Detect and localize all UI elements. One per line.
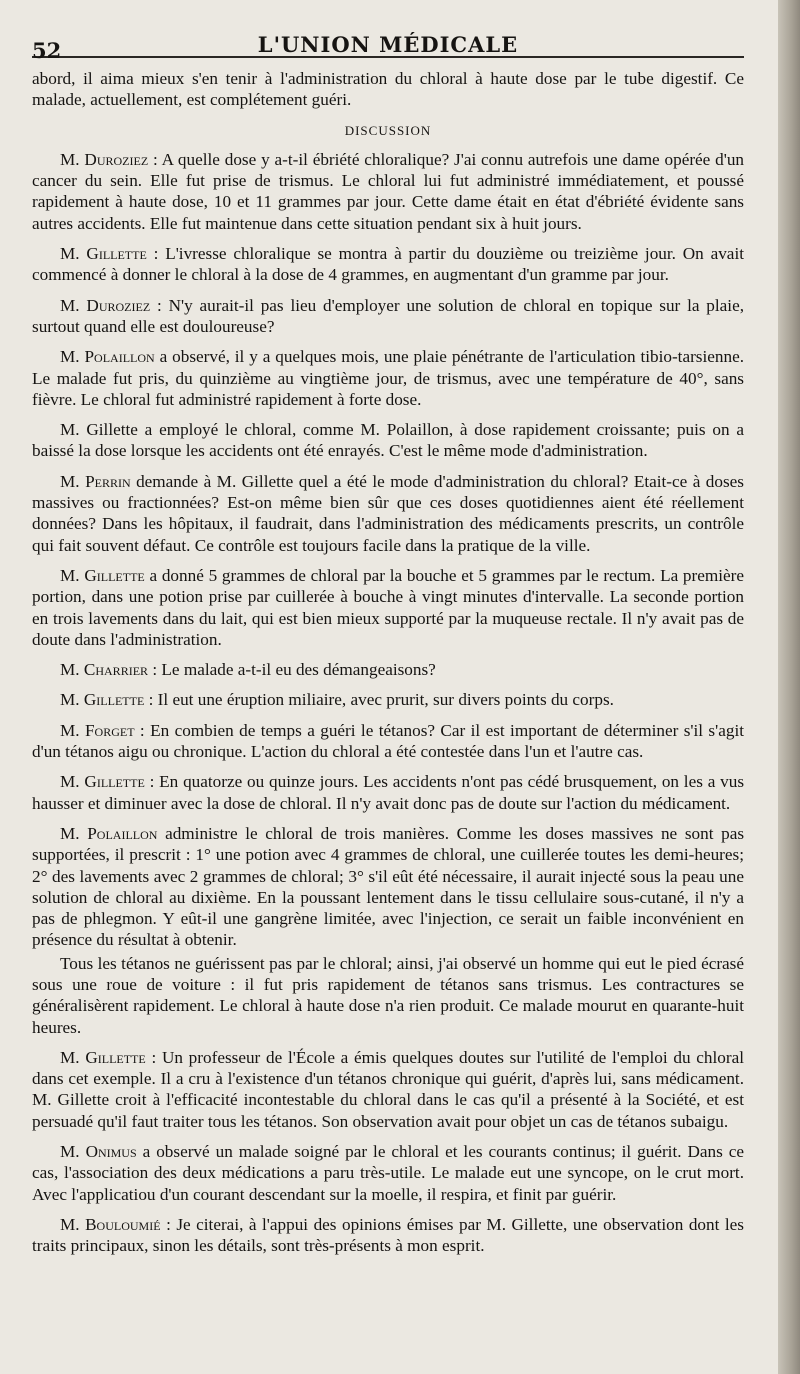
paragraph: M. Duroziez : N'y aurait-il pas lieu d'employer une solution de chloral en topique sur la plaie, surtout quand elle est douloureuse? <box>32 295 745 336</box>
page-header <box>32 22 744 63</box>
speaker-name: Duroziez <box>84 149 149 169</box>
paragraph: M. Bouloumié : Je citerai, à l'appui des opinions émises par M. Gillette, une observation dont les traits principaux, sinon les détails, sont très-présents à mon esprit. <box>32 1214 744 1256</box>
page-number: 52 <box>32 38 62 63</box>
paragraph: M. Gillette : En quatorze ou quinze jours. Les accidents n'ont pas cédé brusquement, on les a vus hausser et diminuer avec la dose de chloral. Il n'y avait donc pas de doute sur l'action du médicament. <box>32 772 745 813</box>
speaker-name: Bouloumié <box>85 1214 161 1234</box>
speaker-name: Charrier <box>83 660 149 680</box>
speaker-name: Gillette <box>84 772 145 792</box>
section-heading: DISCUSSION <box>344 122 432 138</box>
paragraph: M. Gillette : L'ivresse chloralique se montra à partir du douzième ou treizième jour. On avait commencé à donner le chloral à la dose de 4 grammes, en augmentant d'un gramme par jour. <box>32 244 744 285</box>
paragraph: Tous les tétanos ne guérissent pas par le chloral; ainsi, j'ai observé un homme qui eut le pied écrasé sous une roue de voiture : il fut pris rapidement de tétanos sans trismus. Les contractures se généralisèrent rapidement. Le chloral à haute dose n'a rien produit. Ce malade mourut en quarante-huit heures. <box>32 953 744 1037</box>
paragraph: M. Gillette a employé le chloral, comme M. Polaillon, à dose rapidement croissante; puis on a baissé la dose lorsque les accidents ont été enrayés. C'est le même mode d'administration. <box>32 420 744 461</box>
speaker-name: Gillette <box>86 244 147 264</box>
speaker-name: Onimus <box>85 1142 137 1162</box>
paragraph: M. Polaillon a observé, il y a quelques mois, une plaie pénétrante de l'articulation tibio-tarsienne. Le malade fut pris, du quinzième au vingtième jour, de trismus, avec une température de 40°, sans fièvre. Le chloral fut administré rapidement à forte dose. <box>32 347 745 409</box>
paragraph: M. Forget : En combien de temps a guéri le tétanos? Car il est important de déterminer s'il s'agit d'un tétanos aigu ou chronique. L'action du chloral a été contestée dans l'un et l'autre cas. <box>32 720 744 762</box>
paragraph: M. Duroziez : A quelle dose y a-t-il ébriété chloralique? J'ai connu autrefois une dame opérée d'un cancer du sein. Elle fut prise de trismus. Le chloral lui fut administré immédiatement, et poussé rapidement à haute dose, 10 et 11 grammes par jour. Cette dame était en état d'ébriété évidente sans autres accidents. Elle fut maintenue dans cette situation pendant six à huit jours. <box>32 149 745 233</box>
intro-paragraph: abord, il aima mieux s'en tenir à l'administration du chloral à haute dose par le tube digestif. Ce malade, actuellement, est complétement guéri. <box>32 69 744 110</box>
speaker-name: Gillette <box>85 1047 146 1067</box>
speaker-name: Duroziez <box>86 295 151 315</box>
speaker-name: Polaillon <box>87 823 158 843</box>
running-title: L'UNION MÉDICALE <box>257 32 519 57</box>
paragraph: M. Onimus a observé un malade soigné par le chloral et les courants continus; il guérit. Dans ce cas, l'association des deux médications a paru très-utile. Le malade eut une syncope, on le crut mort. Avec l'applicatiou d'un courant descendant sur la moelle, il respira, et finit par guérir. <box>32 1142 745 1204</box>
speaker-name: Polaillon <box>84 347 155 367</box>
paragraph: M. Gillette : Il eut une éruption miliaire, avec prurit, sur divers points du corps. <box>60 690 614 710</box>
article-body <box>32 68 744 1257</box>
book-gutter <box>778 0 800 1374</box>
speaker-name: Forget <box>84 720 135 740</box>
paragraph: M. Perrin demande à M. Gillette quel a été le mode d'administration du chloral? Etait-ce à doses massives ou fractionnées? Est-on même bien sûr que ces doses quotidiennes aient été réellement données? Dans les hôpitaux, il faudrait, dans l'administration des médicaments prescrits, un contrôle qui fait souvent défaut. Ce contrôle est toujours facile dans la pratique de la ville. <box>32 471 745 555</box>
speaker-name: Gillette <box>83 690 145 710</box>
paragraph: M. Gillette : Un professeur de l'École a émis quelques doutes sur l'utilité de l'emploi du chloral dans cet exemple. Il a cru à l'existence d'un tétanos chronique qui guérit, d'après lui, sans médicament. M. Gillette croit à l'efficacité incontestable du chloral dans le cas qu'il a présenté à la Société, et est persuadé qu'il faut traiter tous les tétanos. Son observation avait pour objet un cas de tétanos subaigu. <box>32 1047 744 1131</box>
speaker-name: Perrin <box>85 471 131 491</box>
paragraph: M. Charrier : Le malade a-t-il eu des démangeaisons? <box>60 660 436 680</box>
paragraph: M. Polaillon administre le chloral de trois manières. Comme les doses massives ne sont pas supportées, il prescrit : 1° une potion avec 4 grammes de chloral, une cuillerée toutes les demi-heures; 2° des lavements avec 2 grammes de chloral; 3° s'il eût été nécessaire, il aurait injecté sous la peau une solution de chloral au dixième. En la poussant lentement dans le tissu cellulaire sous-cutané, il n'y a pas de phlegmon. Y eût-il une gangrène limitée, avec l'injection, ce serait un faible inconvénient en présence du résultat à obtenir. <box>32 823 745 950</box>
paragraph: M. Gillette a donné 5 grammes de chloral par la bouche et 5 grammes par le rectum. La première portion, dans une potion prise par cuillerée à bouche à vingt minutes d'intervalle. La seconde portion en trois lavements dans du lait, qui est bien mieux supporté par la muqueuse rectale. Il n'y avait pas de doute dans l'administration. <box>32 565 745 649</box>
speaker-name: Gillette <box>84 565 145 585</box>
